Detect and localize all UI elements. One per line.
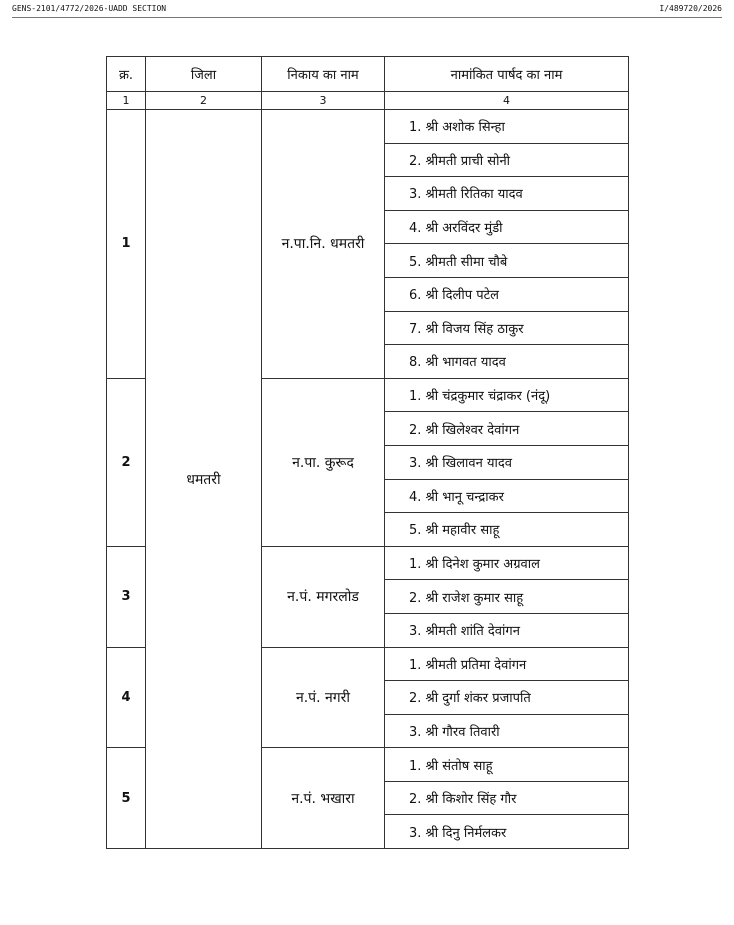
councillor-name-cell: 1. श्री चंद्रकुमार चंद्राकर (नंदू): [385, 378, 629, 412]
header-district: जिला: [146, 57, 262, 92]
councillor-name-cell: 8. श्री भागवत यादव: [385, 345, 629, 379]
table-body: [107, 110, 629, 849]
serial-cell: 4: [107, 647, 146, 748]
table-header-row: [107, 57, 629, 92]
column-number: 3: [262, 92, 385, 110]
councillor-name-cell: 2. श्री किशोर सिंह गौर: [385, 781, 629, 815]
councillor-name-cell: 3. श्री खिलावन यादव: [385, 445, 629, 479]
councillor-name-cell: 5. श्रीमती सीमा चौबे: [385, 244, 629, 278]
file-reference: GENS-2101/4772/2026-UADD SECTION: [12, 4, 167, 13]
councillor-name-cell: 3. श्री दिनु निर्मलकर: [385, 815, 629, 849]
table-row: [107, 110, 629, 144]
councillor-name-cell: 4. श्री अरविंदर मुंडी: [385, 210, 629, 244]
councillor-name-cell: 6. श्री दिलीप पटेल: [385, 277, 629, 311]
local-body-cell: न.पा. कुरूद: [262, 378, 385, 546]
councillor-name-cell: 1. श्री संतोष साहू: [385, 748, 629, 782]
councillor-name-cell: 3. श्रीमती रितिका यादव: [385, 177, 629, 211]
councillor-name-cell: 2. श्री राजेश कुमार साहू: [385, 580, 629, 614]
councillor-name-cell: 1. श्री अशोक सिन्हा: [385, 110, 629, 144]
councillor-name-cell: 7. श्री विजय सिंह ठाकुर: [385, 311, 629, 345]
councillor-name-cell: 2. श्रीमती प्राची सोनी: [385, 143, 629, 177]
councillor-name-cell: 1. श्री दिनेश कुमार अग्रवाल: [385, 546, 629, 580]
councillor-name-cell: 2. श्री खिलेश्वर देवांगन: [385, 412, 629, 446]
local-body-cell: न.पं. नगरी: [262, 647, 385, 748]
header-serial: क्र.: [107, 57, 146, 92]
serial-cell: 3: [107, 546, 146, 647]
column-number: 4: [385, 92, 629, 110]
document-header: [12, 4, 722, 18]
serial-cell: 1: [107, 110, 146, 379]
column-number: 2: [146, 92, 262, 110]
column-number-row: [107, 92, 629, 110]
local-body-cell: न.पं. मगरलोड: [262, 546, 385, 647]
header-councillor-name: नामांकित पार्षद का नाम: [385, 57, 629, 92]
councillor-name-cell: 3. श्री गौरव तिवारी: [385, 714, 629, 748]
receipt-number: I/489720/2026: [659, 4, 722, 13]
local-body-cell: न.पा.नि. धमतरी: [262, 110, 385, 379]
district-cell: धमतरी: [146, 110, 262, 849]
councillor-name-cell: 2. श्री दुर्गा शंकर प्रजापति: [385, 681, 629, 715]
councillor-name-cell: 1. श्रीमती प्रतिमा देवांगन: [385, 647, 629, 681]
councillor-name-cell: 4. श्री भानू चन्द्राकर: [385, 479, 629, 513]
header-body-name: निकाय का नाम: [262, 57, 385, 92]
column-number: 1: [107, 92, 146, 110]
local-body-cell: न.पं. भखारा: [262, 748, 385, 849]
councillor-name-cell: 3. श्रीमती शांति देवांगन: [385, 613, 629, 647]
serial-cell: 2: [107, 378, 146, 546]
councillor-name-cell: 5. श्री महावीर साहू: [385, 513, 629, 547]
nominated-councillors-table: [106, 56, 629, 849]
serial-cell: 5: [107, 748, 146, 849]
